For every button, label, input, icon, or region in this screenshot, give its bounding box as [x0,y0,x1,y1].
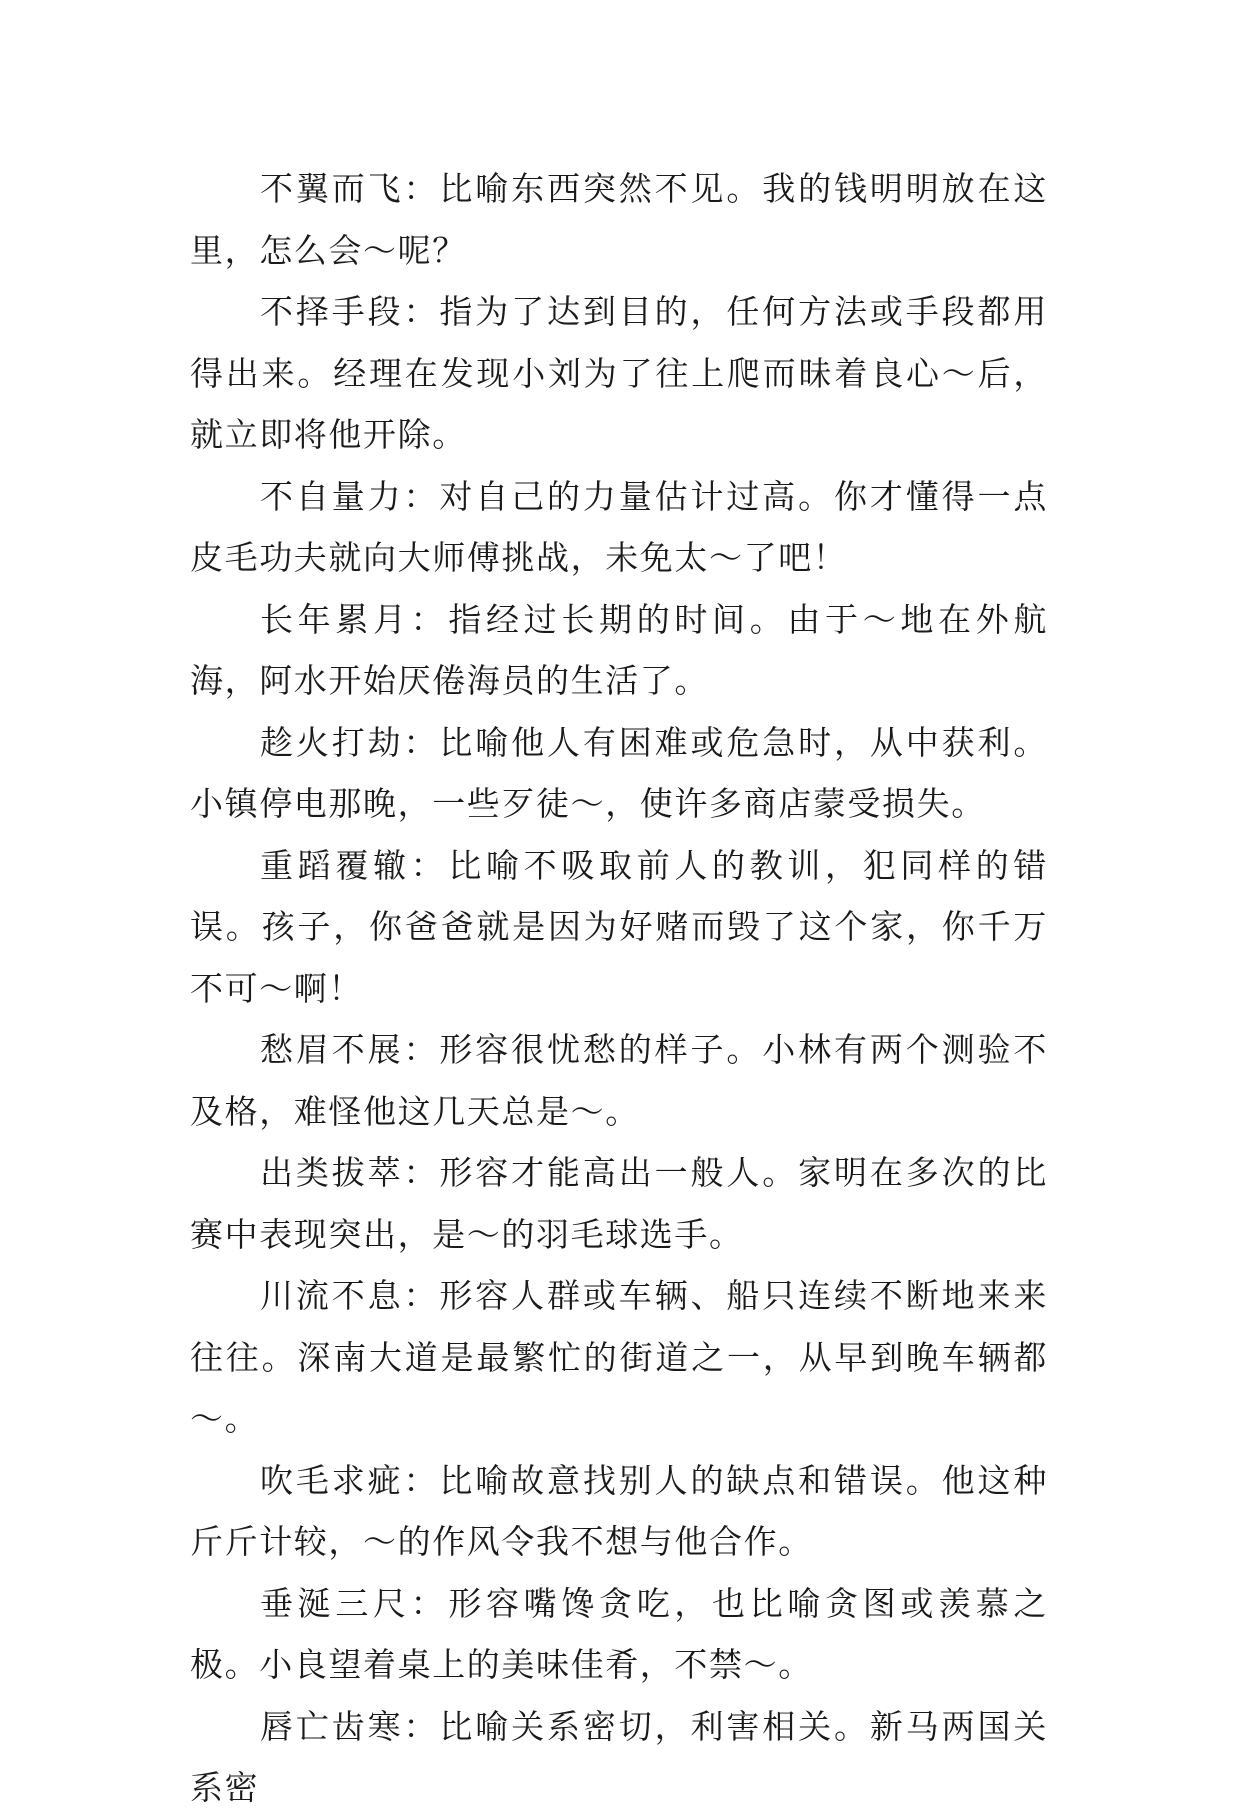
idiom-list [190,158,1048,1819]
idiom-entry: 垂涎三尺：形容嘴馋贪吃，也比喻贪图或羡慕之极。小良望着桌上的美味佳肴，不禁～。 [190,1583,1048,1684]
idiom-entry: 趁火打劫：比喻他人有困难或危急时，从中获利。小镇停电那晚，一些歹徒～，使许多商店蒙受损失。 [190,722,1048,823]
idiom-entry: 不自量力：对自己的力量估计过高。你才懂得一点皮毛功夫就向大师傅挑战，未免太～了吧！ [190,476,1048,577]
idiom-entry: 川流不息：形容人群或车辆、船只连续不断地来来往往。深南大道是最繁忙的街道之一，从早到晚车辆都～。 [190,1276,1048,1438]
idiom-entry: 长年累月：指经过长期的时间。由于～地在外航海，阿水开始厌倦海员的生活了。 [190,599,1048,700]
idiom-entry: 不翼而飞：比喻东西突然不见。我的钱明明放在这里，怎么会～呢？ [190,169,1048,270]
idiom-entry: 吹毛求疵：比喻故意找别人的缺点和错误。他这种斤斤计较，～的作风令我不想与他合作。 [190,1460,1048,1561]
idiom-entry: 重蹈覆辙：比喻不吸取前人的教训，犯同样的错误。孩子，你爸爸就是因为好赌而毁了这个家，你千万不可～啊！ [190,845,1048,1008]
idiom-entry: 愁眉不展：形容很忧愁的样子。小林有两个测验不及格，难怪他这几天总是～。 [190,1030,1048,1131]
idiom-entry: 出类拔萃：形容才能高出一般人。家明在多次的比赛中表现突出，是～的羽毛球选手。 [190,1153,1048,1254]
idiom-entry: 不择手段：指为了达到目的，任何方法或手段都用得出来。经理在发现小刘为了往上爬而昧着良心～后，就立即将他开除。 [190,292,1048,454]
idiom-entry: 唇亡齿寒：比喻关系密切，利害相关。新马两国关系密 [190,1706,1048,1807]
